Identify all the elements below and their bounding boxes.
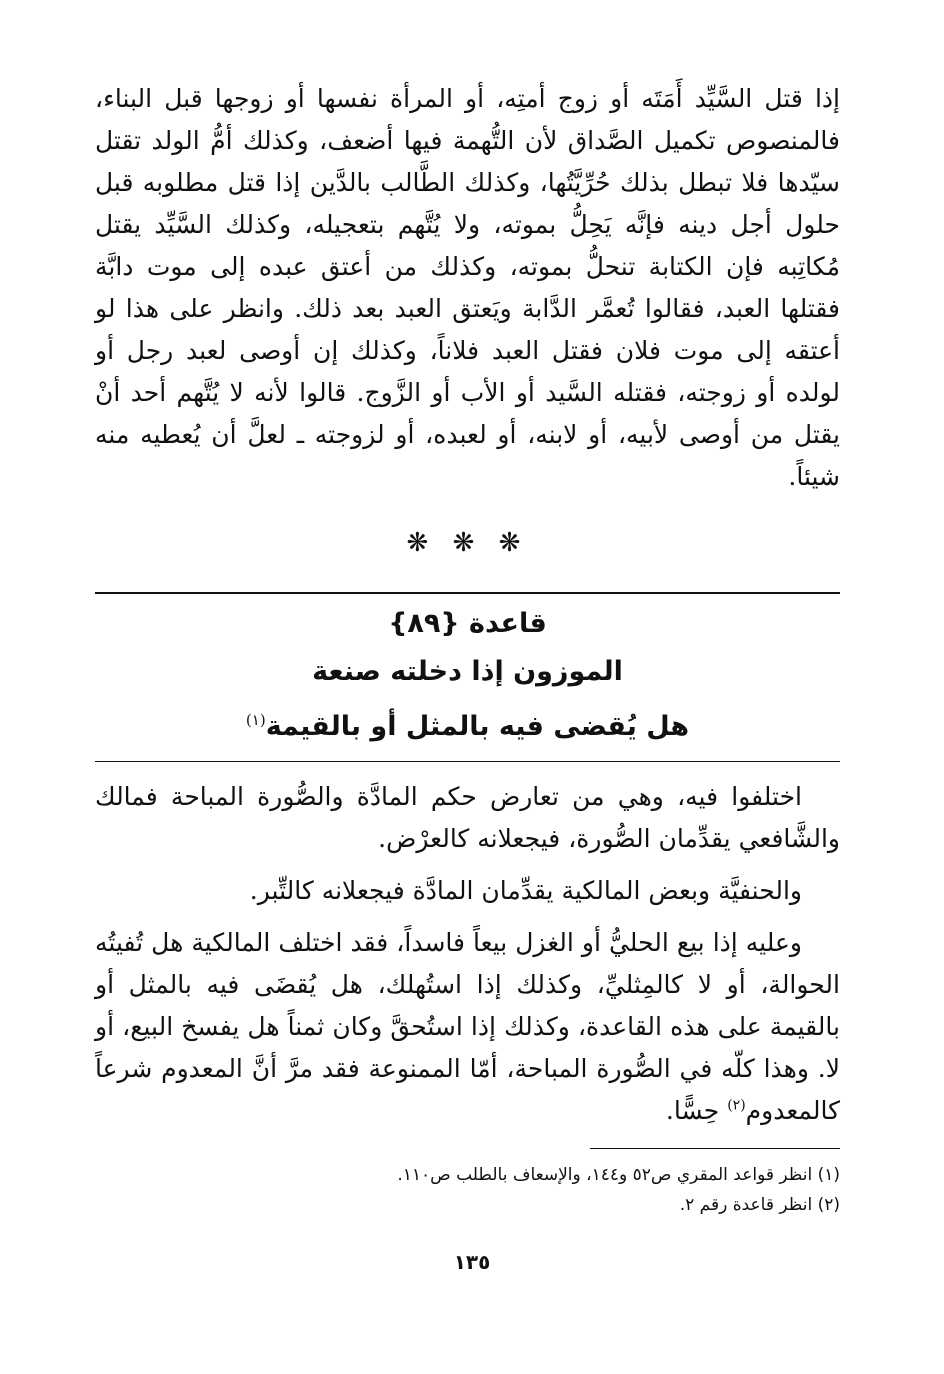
footnote-ref-2: (٢) [727,1097,746,1114]
page-number: ١٣٥ [453,1250,491,1274]
body-paragraph-3 [95,922,840,1132]
footnote-1: (١) انظر قواعد المقري ص٥٢ و١٤٤، والإسعاف بالطلب ص١١٠. [397,1165,840,1185]
footnote-ref-1: (١) [245,711,266,729]
footnotes [95,1160,840,1220]
rule-subtitle-2 [95,696,840,751]
rule-subtitle-2-text: هل يُقضى فيه بالمثل أو بالقيمة [265,711,690,742]
body-paragraph-1: اختلفوا فيه، وهي من تعارض حكم المادَّة والصُّورة المباحة فمالك والشَّافعي يقدِّمان الصُّورة، فيجعلانه كالعرْض. [95,782,840,853]
body-paragraph-2: والحنفيَّة وبعض المالكية يقدِّمان المادَّة فيجعلانه كالتِّبر. [249,876,802,905]
body-paragraph-3-text: وعليه إذا بيع الحليُّ أو الغزل بيعاً فاسداً، فقد اختلف المالكية هل تُفيتُه الحوالة، أو لا كالمِثليِّ، وكذلك إذا استُهلك، هل يُقضَى فيه بالمثل أو بالقيمة على هذه القاعدة، وكذلك إذا استُحقَّ وكان ثمناً هل يفسخ البيع، أو لا. وهذا كلّه في الصُّورة المباحة، أمّا الممنوعة فقد مرَّ أنَّ المعدوم شرعاً كالمعدوم [95,928,840,1125]
page-content [95,78,840,1142]
rule-subtitle-1: الموزون إذا دخلته صنعة [312,656,623,687]
heading-bottom-rule [95,761,840,762]
rule-title: قاعدة {٨٩} [388,608,547,639]
footnote-divider [590,1148,840,1149]
footnote-2: (٢) انظر قاعدة رقم ٢. [679,1195,840,1215]
rule-body [95,776,840,1132]
body-paragraph-3-end: حِسًّا. [665,1096,728,1125]
section-separator: ❋ ❋ ❋ [406,528,529,558]
top-paragraph: إذا قتل السَّيِّد أَمَتَه أو زوج أمتِه، أو المرأة نفسها أو زوجها قبل البناء، فالمنصوص تكميل الصَّداق لأن التُّهمة فيها أضعف، وكذلك أمُّ الولد تقتل سيّدها فلا تبطل بذلك حُرِّيَّتُها، وكذلك الطَّالب بالدَّين إذا قتل مطلوبه قبل حلول أجل دينه فإنَّه يَحِلُّ بموته، ولا يُتَّهم بتعجيله، وكذلك السَّيِّد يقتل مُكاتِبه فإن الكتابة تنحلُّ بموته، وكذلك من أعتق عبده إلى موت دابَّة فقتلها العبد، فقالوا تُعمَّر الدَّابة ويَعتق العبد بعد ذلك. وانظر على هذا لو أعتقه إلى موت فلان فقتل العبد فلاناً، وكذلك إن أوصى لعبد رجل أو لولده أو زوجته، فقتله السَّيد أو الأب أو الزَّوج. قالوا لأنه لا يُتَّهم أحد أنْ يقتل من أوصى لأبيه، أو لابنه، أو لعبده، أو لزوجته ـ لعلَّ أن يُعطيه منه شيئاً. [95,84,840,491]
rule-heading [95,594,840,761]
